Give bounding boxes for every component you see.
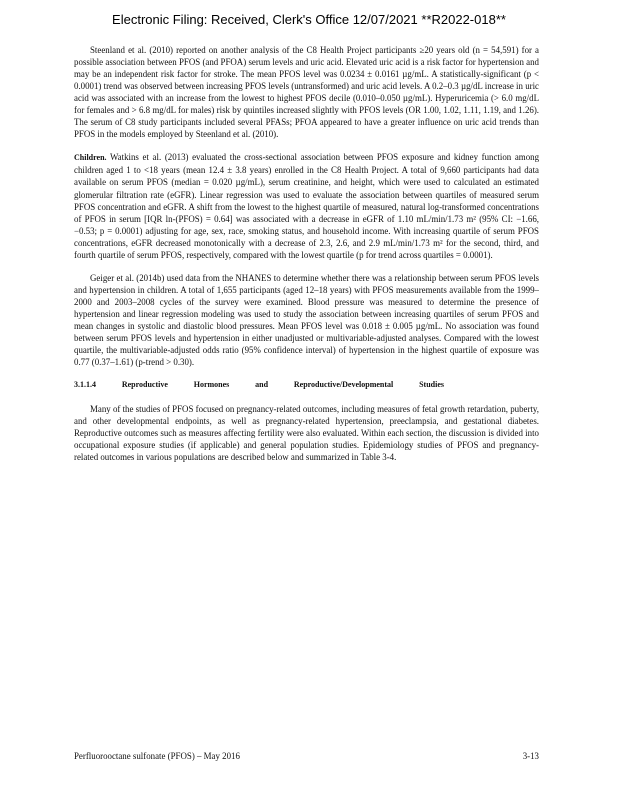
children-run-in-heading: Children. <box>74 153 107 163</box>
paragraph-reproductive-intro: Many of the studies of PFOS focused on pregnancy-related outcomes, including measures of fetal growth retardation, puberty, and other developmental endpoints, as well as pregnancy-related hypertension, preeclampsia, and gestational diabetes. Reproductive outcomes such as measures affecting fertility were also evaluated. Within each section, the discussion is divided into occupational exposure studies (if applicable) and general population studies. Epidemiology studies of PFOS and pregnancy-related outcomes in various populations are described below and summarized in Table 3-4. <box>74 404 539 463</box>
paragraph-children <box>74 151 539 260</box>
section-word: Hormones <box>193 380 230 390</box>
section-word: and <box>255 380 269 390</box>
paragraph-watkins-text: Watkins et al. (2013) evaluated the cross-sectional association between PFOS exposure and kidney function among children aged 1 to <18 years (mean 12.4 ± 3.8 years) enrolled in the C8 Health Project. A total of 9,660 participants had data available on serum PFOS (median = 0.020 µg/mL), serum creatinine, and height, which were used to calculated an estimated glomerular filtration rate (eGFR). Linear regression was used to evaluate the association between quartiles of measured serum PFOS concentration and eGFR. A shift from the lowest to the highest quartile of measured, natural log-transformed concentrations of PFOS in serum [IQR ln-(PFOS) = 0.64] was associated with a decrease in eGFR of 1.10 mL/min/1.73 m² (95% CI: −1.66, −0.53; p = 0.0001) adjusting for age, sex, race, smoking status, and household income. With increasing quartile of serum PFOS concentrations, eGFR decreased monotonically with a decrease of 2.3, 2.6, and 2.9 mL/min/1.73 m² for the second, third, and fourth quartile of serum PFOS, respectively, compared with the lowest quartile (p for trend across quartiles = 0.0001). <box>74 152 540 260</box>
document-body <box>74 44 539 474</box>
section-word: Studies <box>419 380 444 390</box>
section-word: Reproductive <box>121 380 168 390</box>
section-number: 3.1.1.4 <box>74 380 96 390</box>
footer-page-number: 3-13 <box>522 751 539 761</box>
footer-document-title: Perfluorooctane sulfonate (PFOS) – May 2016 <box>74 751 240 761</box>
paragraph-geiger: Geiger et al. (2014b) used data from the NHANES to determine whether there was a relationship between serum PFOS levels and hypertension in children. A total of 1,655 participants (aged 12–18 years) with PFOS measurements available from the 1999–2000 and 2003–2008 cycles of the survey were examined. Blood pressure was measured to determine the presence of hypertension and linear regression modeling was used to study the association between increasing quartiles of serum PFOS and mean changes in systolic and diastolic blood pressures. Mean PFOS level was 0.018 ± 0.005 µg/mL. No association was found between serum PFOS levels and hypertension in either unadjusted or multivariable-adjusted analyses. Compared with the lowest quartile, the multivariable-adjusted odds ratio (95% confidence interval) of hypertension in the highest quartile of exposure was 0.77 (0.37–1.61) (p-trend > 0.30). <box>74 272 539 368</box>
paragraph-steenland: Steenland et al. (2010) reported on another analysis of the C8 Health Project participants ≥20 years old (n = 54,591) for a possible association between PFOS (and PFOA) serum levels and uric acid. Elevated uric acid is a risk factor for hypertension and may be an independent risk factor for stroke. The mean PFOS level was 0.0234 ± 0.0161 µg/mL. A statistically-significant (p < 0.0001) trend was observed between increasing PFOS levels (untransformed) and uric acid levels. A 0.2–0.3 µg/dL increase in uric acid was associated with an increase from the lowest to highest PFOS decile (0.010–0.050 µg/mL). Hyperuricemia (> 6.0 mg/dL for females and > 6.8 mg/dL for males) risk by quintiles increased slightly with PFOS levels (OR 1.00, 1.02, 1.11, 1.19, and 1.26). The serum of C8 study participants included several PFASs; PFOA appeared to have a greater influence on uric acid trends than PFOS in the models employed by Steenland et al. (2010). <box>74 45 539 140</box>
filing-header: Electronic Filing: Received, Clerk's Office 12/07/2021 **R2022-018** <box>112 12 506 27</box>
section-word: Reproductive/Developmental <box>293 380 394 390</box>
section-heading <box>74 379 539 391</box>
page-footer <box>74 751 539 761</box>
